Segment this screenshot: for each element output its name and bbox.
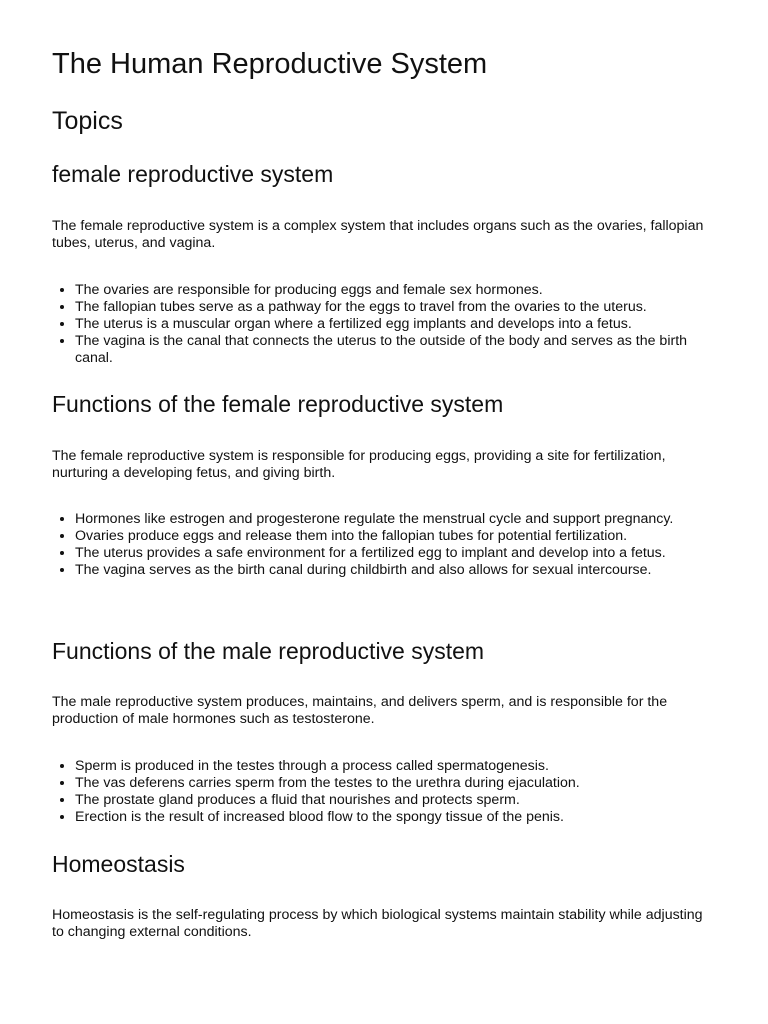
- list-item: • Erection is the result of increased blood flow to the spongy tissue of the penis.: [75, 809, 716, 826]
- list-item: • Sperm is produced in the testes through a process called spermatogenesis.: [75, 758, 716, 775]
- section-heading-female-functions: Functions of the female reproductive system: [52, 391, 504, 417]
- list-item: • The vas deferens carries sperm from the testes to the urethra during ejaculation.: [75, 775, 716, 792]
- bullet-list-female-reproductive-system: [52, 282, 716, 367]
- bullet-list-male-functions: [52, 758, 716, 826]
- section-intro-male-functions: The male reproductive system produces, maintains, and delivers sperm, and is responsible for the production of male hormones such as testosterone.: [52, 694, 668, 727]
- section-heading-homeostasis: Homeostasis: [52, 851, 185, 877]
- list-item: • The prostate gland produces a fluid that nourishes and protects sperm.: [75, 792, 716, 809]
- list-item: • Ovaries produce eggs and release them into the fallopian tubes for potential fertilization.: [75, 528, 716, 545]
- list-item: • The fallopian tubes serve as a pathway for the eggs to travel from the ovaries to the uterus.: [75, 299, 716, 316]
- page-title: The Human Reproductive System: [52, 48, 488, 80]
- topics-heading: Topics: [52, 107, 123, 135]
- section-intro-female-reproductive-system: The female reproductive system is a complex system that includes organs such as the ovaries, fallopian tubes, uterus, and vagina.: [52, 218, 704, 251]
- list-item: • The vagina serves as the birth canal during childbirth and also allows for sexual intercourse.: [75, 562, 716, 579]
- list-item: • The ovaries are responsible for producing eggs and female sex hormones.: [75, 282, 716, 299]
- bullet-list-female-functions: [52, 511, 716, 579]
- section-heading-female-reproductive-system: female reproductive system: [52, 161, 334, 187]
- section-intro-female-functions: The female reproductive system is responsible for producing eggs, providing a site for fertilization, nurturing a developing fetus, and giving birth.: [52, 448, 666, 481]
- section-intro-homeostasis: Homeostasis is the self-regulating process by which biological systems maintain stability while adjusting to changing external conditions.: [52, 907, 703, 940]
- list-item: • The uterus is a muscular organ where a fertilized egg implants and develops into a fetus.: [75, 316, 716, 333]
- list-item: • Hormones like estrogen and progesterone regulate the menstrual cycle and support pregnancy.: [75, 511, 716, 528]
- list-item: • The uterus provides a safe environment for a fertilized egg to implant and develop into a fetus.: [75, 545, 716, 562]
- list-item: • The vagina is the canal that connects the uterus to the outside of the body and serves as the birth canal.: [75, 333, 716, 367]
- section-heading-male-functions: Functions of the male reproductive system: [52, 638, 485, 664]
